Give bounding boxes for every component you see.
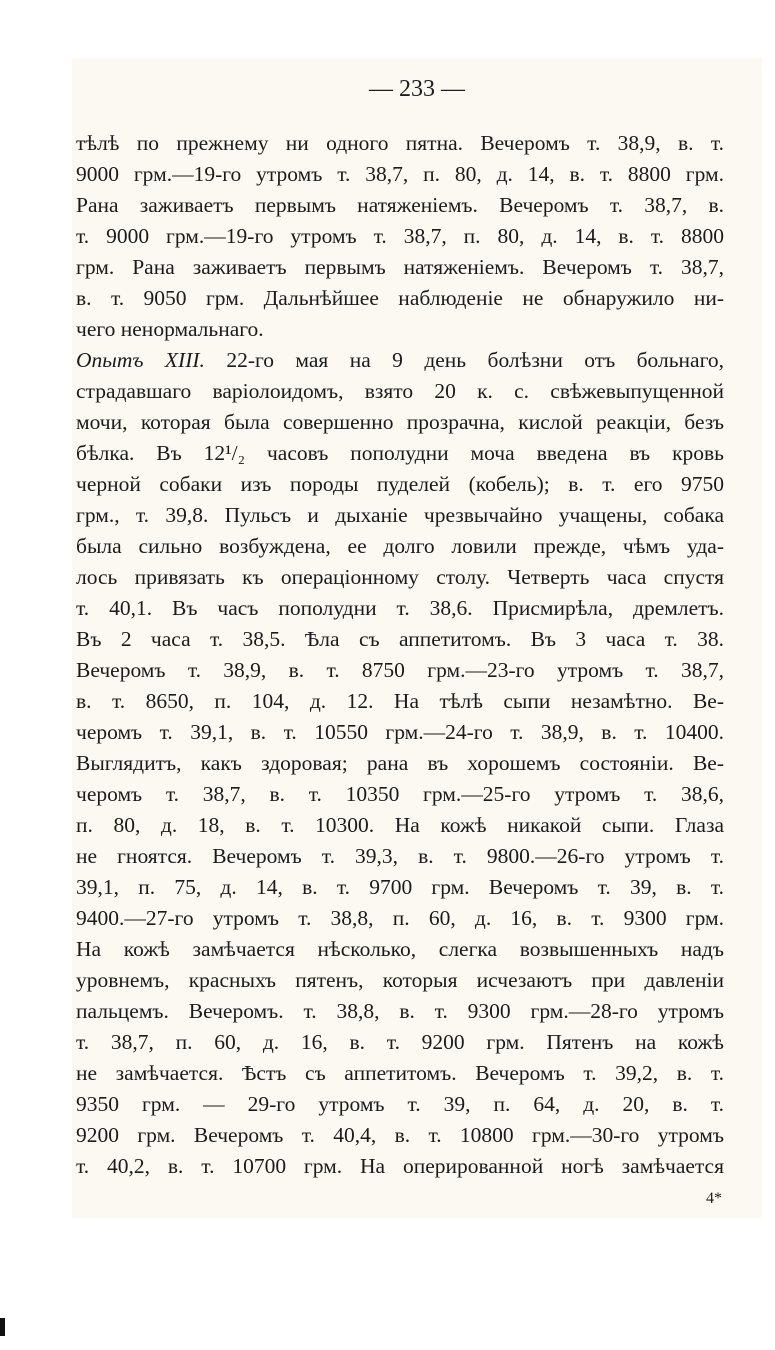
text-line: Рана заживаетъ первымъ натяженіемъ. Вечеромъ т. 38,7, в.: [76, 193, 724, 217]
text-line: в. т. 8650, п. 104, д. 12. На тѣлѣ сыпи незамѣтно. Ве-: [76, 689, 724, 713]
experiment-heading-line: [76, 345, 724, 376]
text-line: На кожѣ замѣчается нѣсколько, слегка возвышенныхъ надъ: [76, 937, 724, 961]
text-line: Выглядитъ, какъ здоровая; рана въ хорошемъ состояніи. Ве-: [76, 751, 724, 775]
experiment-first-line-text: 22-го мая на 9 день болѣзни отъ больнаго,: [226, 348, 724, 372]
text-line: была сильно возбуждена, ее долго ловили прежде, чѣмъ уда-: [76, 534, 724, 558]
text-line: лось привязать къ операціонному столу. Четверть часа спустя: [76, 565, 724, 589]
text-line: бѣлка. Въ 12¹/₂ часовъ пополудни моча введена въ кровь: [76, 441, 724, 465]
text-line: Вечеромъ т. 38,9, в. т. 8750 грм.—23-го утромъ т. 38,7,: [76, 658, 724, 682]
text-line: 9400.—27-го утромъ т. 38,8, п. 60, д. 16, в. т. 9300 грм.: [76, 906, 724, 930]
text-line: 9350 грм. — 29-го утромъ т. 39, п. 64, д. 20, в. т.: [76, 1092, 724, 1116]
text-line: 9200 грм. Вечеромъ т. 40,4, в. т. 10800 грм.—30-го утромъ: [76, 1123, 724, 1147]
text-line: Въ 2 часа т. 38,5. Ѣла съ аппетитомъ. Въ 3 часа т. 38.: [76, 627, 724, 651]
text-line: т. 9000 грм.—19-го утромъ т. 38,7, п. 80, д. 14, в. т. 8800: [76, 224, 724, 248]
text-line: не замѣчается. Ѣстъ съ аппетитомъ. Вечеромъ т. 39,2, в. т.: [76, 1061, 724, 1085]
book-page: [72, 58, 762, 1218]
text-line: тѣлѣ по прежнему ни одного пятна. Вечеромъ т. 38,9, в. т.: [76, 131, 724, 155]
scan-edge-mark: [0, 1318, 5, 1336]
text-line: пальцемъ. Вечеромъ. т. 38,8, в. т. 9300 грм.—28-го утромъ: [76, 999, 724, 1023]
text-line: грм., т. 39,8. Пульсъ и дыханіе чрезвычайно учащены, собака: [76, 503, 724, 527]
text-line: 39,1, п. 75, д. 14, в. т. 9700 грм. Вечеромъ т. 39, в. т.: [76, 875, 724, 899]
page-number: — 233 —: [369, 76, 465, 102]
text-line: черомъ т. 38,7, в. т. 10350 грм.—25-го утромъ т. 38,6,: [76, 782, 724, 806]
text-line: т. 40,2, в. т. 10700 грм. На оперированной ногѣ замѣчается: [76, 1154, 724, 1178]
text-line: черной собаки изъ породы пуделей (кобель); в. т. его 9750: [76, 472, 724, 496]
text-line: в. т. 9050 грм. Дальнѣйшее наблюденіе не обнаружило ни-: [76, 286, 724, 310]
page-body-text: [76, 128, 724, 1182]
signature-mark: 4*: [706, 1190, 722, 1207]
text-line: мочи, которая была совершенно прозрачна, кислой реакціи, безъ: [76, 410, 724, 434]
text-line: п. 80, д. 18, в. т. 10300. На кожѣ никакой сыпи. Глаза: [76, 813, 724, 837]
text-line: черомъ т. 39,1, в. т. 10550 грм.—24-го т. 38,9, в. т. 10400.: [76, 720, 724, 744]
text-line: не гноятся. Вечеромъ т. 39,3, в. т. 9800.—26-го утромъ т.: [76, 844, 724, 868]
text-line: страдавшаго варіолоидомъ, взято 20 к. с. свѣжевыпущенной: [76, 379, 724, 403]
text-line: т. 38,7, п. 60, д. 16, в. т. 9200 грм. Пятенъ на кожѣ: [76, 1030, 724, 1054]
text-line: т. 40,1. Въ часъ пополудни т. 38,6. Присмирѣла, дремлетъ.: [76, 596, 724, 620]
text-line: чего ненормальнаго.: [76, 317, 264, 341]
text-line: уровнемъ, красныхъ пятенъ, которыя исчезаютъ при давленіи: [76, 968, 724, 992]
experiment-label: Опытъ XIII.: [76, 348, 205, 372]
text-line: грм. Рана заживаетъ первымъ натяженіемъ. Вечеромъ т. 38,7,: [76, 255, 724, 279]
text-line: 9000 грм.—19-го утромъ т. 38,7, п. 80, д. 14, в. т. 8800 грм.: [76, 162, 724, 186]
